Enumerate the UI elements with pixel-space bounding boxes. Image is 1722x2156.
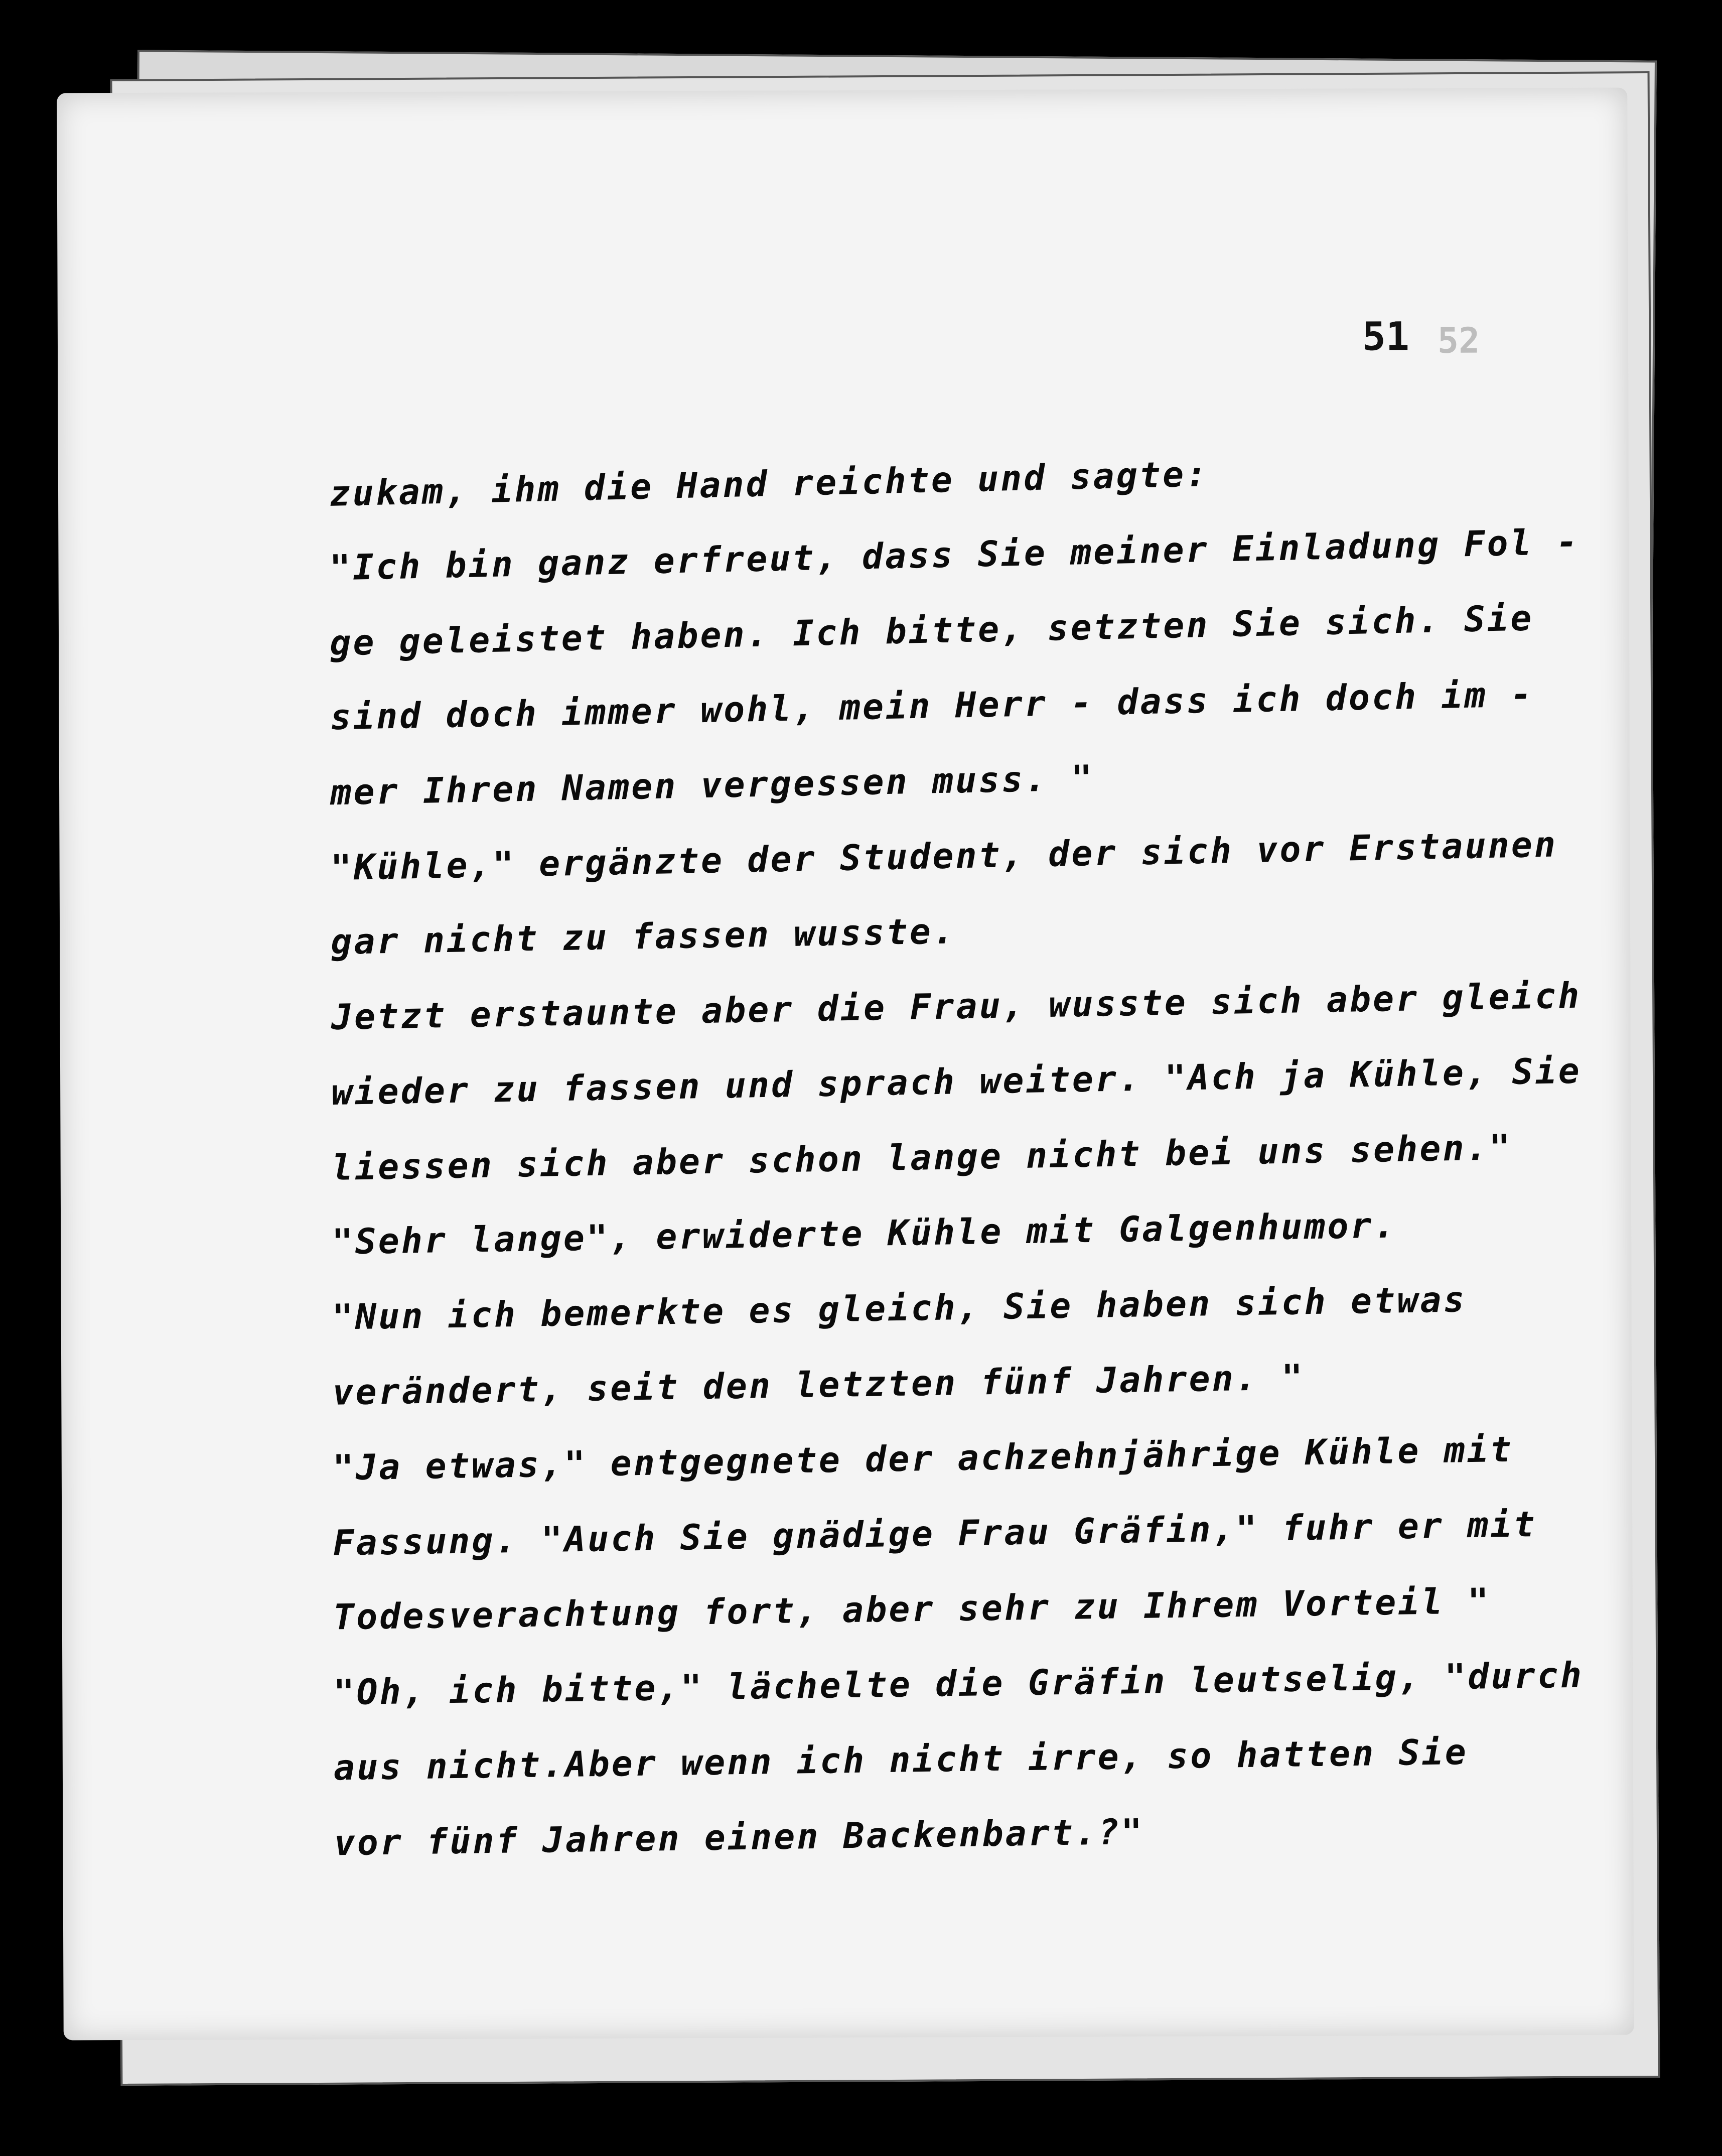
text-line: ge geleistet haben. Ich bitte, setzten Sie sich. Sie [329, 597, 1534, 664]
text-line: vor fünf Jahren einen Backenbart.?" [333, 1811, 1144, 1864]
text-line: verändert, seit den letzten fünf Jahren. " [332, 1357, 1305, 1413]
typewritten-text-block [329, 439, 1659, 1873]
text-line: "Kühle," ergänzte der Student, der sich vor Erstaunen [330, 824, 1558, 889]
text-line: "Oh, ich bitte," lächelte die Gräfin leutselig, "durch [333, 1654, 1584, 1713]
text-line: mer Ihren Namen vergessen muss. " [330, 757, 1095, 814]
text-line: "Sehr lange", erwiderte Kühle mit Galgenhumor. [331, 1204, 1397, 1263]
text-line: liessen sich aber schon lange nicht bei uns sehen." [331, 1126, 1513, 1188]
text-line: wieder zu fassen und sprach weiter. "Ach ja Kühle, Sie [331, 1050, 1582, 1114]
text-line: Fassung. "Auch Sie gnädige Frau Gräfin," fuhr er mit [332, 1504, 1537, 1564]
page-number: 51 [1362, 314, 1410, 360]
text-line: "Nun ich bemerkte es gleich, Sie haben sich etwas [332, 1279, 1467, 1338]
text-line: Jetzt erstaunte aber die Frau, wusste sich aber gleich [331, 975, 1582, 1038]
bleed-through-page-number: 52 [1437, 320, 1480, 361]
typewritten-page [57, 88, 1634, 2041]
text-line: Todesverachtung fort, aber sehr zu Ihrem Vorteil " [333, 1580, 1491, 1638]
text-line: gar nicht zu fassen wusste. [330, 910, 956, 963]
text-line: aus nicht.Aber wenn ich nicht irre, so hatten Sie [333, 1731, 1469, 1789]
text-line: zukam, ihm die Hand reichte und sagte: [329, 453, 1210, 514]
text-line: "Ich bin ganz erfreut, dass Sie meiner Einladung Fol - [329, 521, 1580, 589]
text-line: sind doch immer wohl, mein Herr - dass ich doch im - [329, 673, 1534, 738]
text-line: "Ja etwas," entgegnete der achzehnjährige Kühle mit [332, 1428, 1514, 1489]
